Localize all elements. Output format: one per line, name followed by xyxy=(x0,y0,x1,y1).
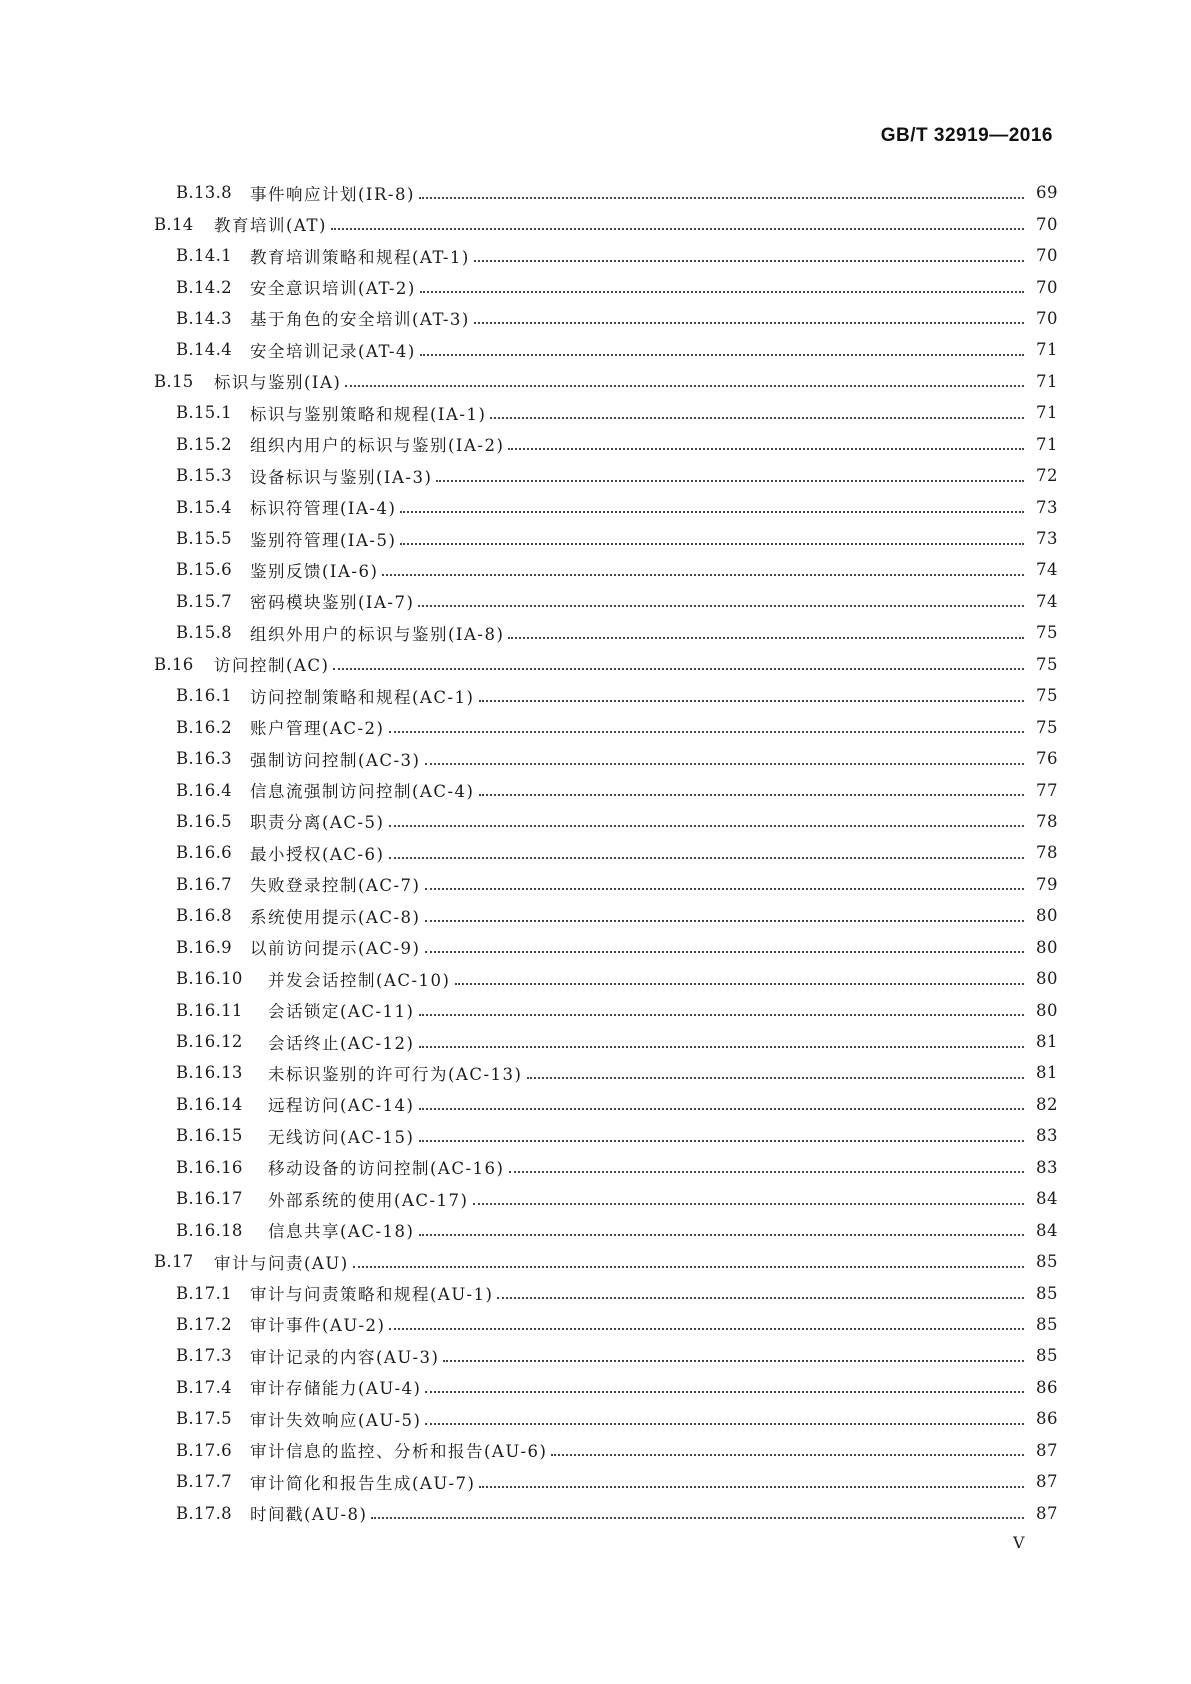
dot-leader xyxy=(420,291,1024,293)
toc-entry-number: B.15.5 xyxy=(176,529,232,549)
toc-entry-title: 会话锁定(AC-11) xyxy=(268,1002,415,1022)
toc-entry-number: B.16.15 xyxy=(176,1126,243,1146)
toc-entry-title: 审计记录的内容(AU-3) xyxy=(250,1347,440,1367)
toc-entry-page: 85 xyxy=(1036,1314,1058,1334)
toc-entry-number: B.16.17 xyxy=(176,1189,243,1209)
toc-entry-number: B.16.1 xyxy=(176,686,232,706)
dot-leader xyxy=(527,1077,1025,1079)
dot-leader xyxy=(508,448,1024,450)
toc-entry-page: 70 xyxy=(1036,246,1058,266)
toc-entry-page: 80 xyxy=(1036,1000,1058,1020)
dot-leader xyxy=(425,951,1025,953)
dot-leader xyxy=(331,228,1024,230)
toc-entry-page: 72 xyxy=(1036,466,1058,486)
dot-leader xyxy=(479,794,1025,796)
toc-entry-number: B.16.14 xyxy=(176,1094,243,1114)
toc-entry-number: B.16.12 xyxy=(176,1032,243,1052)
toc-entry-page: 80 xyxy=(1036,937,1058,957)
toc-entry[interactable] xyxy=(154,1466,1058,1497)
toc-entry-title: 密码模块鉴别(IA-7) xyxy=(250,593,415,613)
toc-entry-page: 78 xyxy=(1036,843,1058,863)
toc-entry-title: 最小授权(AC-6) xyxy=(250,844,385,864)
toc-entry-number: B.15.6 xyxy=(176,560,232,580)
dot-leader xyxy=(474,260,1024,262)
dot-leader xyxy=(425,763,1025,765)
toc-entry-page: 86 xyxy=(1036,1377,1058,1397)
toc-entry-title: 标识与鉴别(IA) xyxy=(214,373,342,393)
toc-entry[interactable] xyxy=(154,1340,1058,1371)
standard-code-header: GB/T 32919—2016 xyxy=(880,125,1053,146)
toc-entry-title: 安全培训记录(AT-4) xyxy=(250,341,416,361)
toc-entry-title: 组织内用户的标识与鉴别(IA-2) xyxy=(250,436,505,456)
toc-entry-page: 75 xyxy=(1036,717,1058,737)
toc-entry-page: 71 xyxy=(1036,340,1058,360)
dot-leader xyxy=(400,511,1024,513)
toc-entry-number: B.17.6 xyxy=(176,1440,232,1460)
dot-leader xyxy=(425,1423,1024,1425)
toc-entry-title: 远程访问(AC-14) xyxy=(268,1096,415,1116)
dot-leader xyxy=(497,1297,1024,1299)
toc-entry-page: 70 xyxy=(1036,214,1058,234)
toc-entry-number: B.14 xyxy=(154,214,194,234)
toc-entry-number: B.16.5 xyxy=(176,811,232,831)
dot-leader xyxy=(425,920,1025,922)
toc-entry[interactable] xyxy=(154,743,1058,774)
dot-leader xyxy=(425,1391,1024,1393)
toc-entry-title: 系统使用提示(AC-8) xyxy=(250,907,421,927)
dot-leader xyxy=(345,385,1024,387)
dot-leader xyxy=(389,825,1025,827)
toc-entry-title: 审计存储能力(AU-4) xyxy=(250,1379,422,1399)
toc-entry-page: 70 xyxy=(1036,277,1058,297)
toc-entry-title: 标识与鉴别策略和规程(IA-1) xyxy=(250,404,487,424)
toc-entry-title: 审计简化和报告生成(AU-7) xyxy=(250,1473,476,1493)
toc-entry-number: B.15.7 xyxy=(176,591,232,611)
toc-entry-title: 鉴别符管理(IA-5) xyxy=(250,530,397,550)
dot-leader xyxy=(419,1046,1025,1048)
toc-entry-title: 审计与问责策略和规程(AU-1) xyxy=(250,1285,494,1305)
toc-entry[interactable] xyxy=(154,366,1058,397)
dot-leader xyxy=(382,574,1024,576)
toc-entry-page: 80 xyxy=(1036,969,1058,989)
toc-entry-title: 信息共享(AC-18) xyxy=(268,1222,415,1242)
dot-leader xyxy=(418,605,1024,607)
toc-entry-number: B.15.3 xyxy=(176,466,232,486)
toc-entry-title: 教育培训(AT) xyxy=(214,216,327,236)
toc-entry-page: 76 xyxy=(1036,749,1058,769)
toc-entry[interactable] xyxy=(154,711,1058,742)
toc-entry-page: 79 xyxy=(1036,874,1058,894)
page-folio: V xyxy=(1013,1533,1025,1552)
dot-leader xyxy=(419,1234,1025,1236)
toc-entry-title: 会话终止(AC-12) xyxy=(268,1033,415,1053)
toc-entry-title: 鉴别反馈(IA-6) xyxy=(250,561,379,581)
toc-entry[interactable] xyxy=(154,1152,1058,1183)
toc-entry-number: B.17.7 xyxy=(176,1472,232,1492)
toc-entry-page: 71 xyxy=(1036,371,1058,391)
toc-entry-number: B.15.2 xyxy=(176,434,232,454)
toc-entry-page: 86 xyxy=(1036,1409,1058,1429)
toc-entry[interactable] xyxy=(154,1497,1058,1528)
toc-entry-title: 事件响应计划(IR-8) xyxy=(250,184,415,204)
toc-entry-number: B.15.4 xyxy=(176,497,232,517)
toc-entry[interactable] xyxy=(154,837,1058,868)
toc-entry-number: B.14.3 xyxy=(176,308,232,328)
toc-entry[interactable] xyxy=(154,1435,1058,1466)
toc-entry[interactable] xyxy=(154,554,1058,585)
toc-entry-number: B.15 xyxy=(154,371,194,391)
toc-entry-title: 外部系统的使用(AC-17) xyxy=(268,1190,469,1210)
toc-entry-title: 审计事件(AU-2) xyxy=(250,1316,386,1336)
toc-entry-title: 访问控制策略和规程(AC-1) xyxy=(250,687,475,707)
toc-entry-page: 73 xyxy=(1036,529,1058,549)
toc-entry-page: 77 xyxy=(1036,780,1058,800)
toc-entry-page: 83 xyxy=(1036,1126,1058,1146)
toc-entry-title: 未标识鉴别的许可行为(AC-13) xyxy=(268,1064,523,1084)
toc-entry[interactable] xyxy=(154,1309,1058,1340)
toc-entry[interactable] xyxy=(154,1120,1058,1151)
toc-entry-number: B.17.4 xyxy=(176,1377,232,1397)
toc-entry-number: B.16.2 xyxy=(176,717,232,737)
dot-leader xyxy=(443,1360,1024,1362)
toc-entry-number: B.16.8 xyxy=(176,906,232,926)
toc-entry-number: B.16 xyxy=(154,654,194,674)
dot-leader xyxy=(474,322,1024,324)
toc-entry[interactable] xyxy=(154,1372,1058,1403)
toc-entry-title: 设备标识与鉴别(IA-3) xyxy=(250,467,433,487)
dot-leader xyxy=(551,1454,1024,1456)
dot-leader xyxy=(419,197,1024,199)
toc-entry-number: B.16.7 xyxy=(176,874,232,894)
toc-entry-page: 75 xyxy=(1036,686,1058,706)
toc-entry-page: 85 xyxy=(1036,1283,1058,1303)
toc-entry-number: B.17.5 xyxy=(176,1409,232,1429)
toc-entry-title: 标识符管理(IA-4) xyxy=(250,499,397,519)
toc-entry-title: 强制访问控制(AC-3) xyxy=(250,750,421,770)
toc-entry-number: B.17.8 xyxy=(176,1503,232,1523)
dot-leader xyxy=(419,1014,1025,1016)
toc-entry[interactable] xyxy=(154,271,1058,302)
toc-entry-title: 账户管理(AC-2) xyxy=(250,719,385,739)
toc-entry-number: B.16.16 xyxy=(176,1157,243,1177)
toc-entry-page: 69 xyxy=(1036,183,1058,203)
toc-entry[interactable] xyxy=(154,208,1058,239)
toc-entry-number: B.16.13 xyxy=(176,1063,243,1083)
toc-entry[interactable] xyxy=(154,491,1058,522)
toc-entry-page: 75 xyxy=(1036,654,1058,674)
toc-entry-number: B.14.4 xyxy=(176,340,232,360)
toc-entry-title: 教育培训策略和规程(AT-1) xyxy=(250,247,470,267)
toc-entry-number: B.14.1 xyxy=(176,246,232,266)
toc-entry[interactable] xyxy=(154,1057,1058,1088)
dot-leader xyxy=(389,1328,1024,1330)
toc-entry[interactable] xyxy=(154,1026,1058,1057)
toc-entry-page: 78 xyxy=(1036,811,1058,831)
toc-entry-title: 移动设备的访问控制(AC-16) xyxy=(268,1159,505,1179)
toc-entry-page: 74 xyxy=(1036,560,1058,580)
dot-leader xyxy=(420,354,1024,356)
toc-entry[interactable] xyxy=(154,1403,1058,1434)
toc-entry-number: B.17.1 xyxy=(176,1283,232,1303)
dot-leader xyxy=(400,543,1024,545)
toc-entry-number: B.17 xyxy=(154,1252,194,1272)
dot-leader xyxy=(333,668,1024,670)
toc-entry-title: 时间戳(AU-8) xyxy=(250,1505,368,1525)
dot-leader xyxy=(389,731,1025,733)
toc-entry[interactable] xyxy=(154,869,1058,900)
toc-entry-number: B.16.9 xyxy=(176,937,232,957)
toc-entry-number: B.15.8 xyxy=(176,623,232,643)
toc-entry-number: B.16.18 xyxy=(176,1220,243,1240)
dot-leader xyxy=(425,888,1025,890)
dot-leader xyxy=(509,1171,1025,1173)
toc-entry-page: 83 xyxy=(1036,1157,1058,1177)
toc-entry-number: B.13.8 xyxy=(176,183,232,203)
toc-entry-page: 71 xyxy=(1036,434,1058,454)
toc-entry-page: 80 xyxy=(1036,906,1058,926)
toc-entry-number: B.16.6 xyxy=(176,843,232,863)
toc-entry-title: 并发会话控制(AC-10) xyxy=(268,970,451,990)
toc-entry-title: 职责分离(AC-5) xyxy=(250,813,385,833)
toc-entry-title: 审计信息的监控、分析和报告(AU-6) xyxy=(250,1442,548,1462)
dot-leader xyxy=(419,1108,1025,1110)
toc-entry[interactable] xyxy=(154,617,1058,648)
toc-entry[interactable] xyxy=(154,900,1058,931)
toc-entry-title: 组织外用户的标识与鉴别(IA-8) xyxy=(250,624,505,644)
toc-entry-number: B.16.3 xyxy=(176,749,232,769)
toc-entry[interactable] xyxy=(154,334,1058,365)
toc-entry-page: 74 xyxy=(1036,591,1058,611)
toc-entry-page: 87 xyxy=(1036,1440,1058,1460)
toc-entry-page: 84 xyxy=(1036,1220,1058,1240)
toc-entry-page: 70 xyxy=(1036,308,1058,328)
dot-leader xyxy=(389,857,1025,859)
toc-entry-page: 85 xyxy=(1036,1252,1058,1272)
toc-entry-number: B.16.10 xyxy=(176,969,243,989)
toc-entry[interactable] xyxy=(154,523,1058,554)
dot-leader xyxy=(490,417,1024,419)
toc-entry[interactable] xyxy=(154,460,1058,491)
dot-leader xyxy=(419,1140,1025,1142)
toc-entry-title: 安全意识培训(AT-2) xyxy=(250,279,416,299)
toc-entry[interactable] xyxy=(154,806,1058,837)
toc-entry-number: B.16.4 xyxy=(176,780,232,800)
toc-entry-title: 以前访问提示(AC-9) xyxy=(250,939,421,959)
toc-entry[interactable] xyxy=(154,303,1058,334)
toc-entry[interactable] xyxy=(154,1089,1058,1120)
toc-entry-page: 81 xyxy=(1036,1032,1058,1052)
toc-entry[interactable] xyxy=(154,774,1058,805)
toc-entry[interactable] xyxy=(154,1277,1058,1308)
toc-entry-number: B.17.2 xyxy=(176,1314,232,1334)
dot-leader xyxy=(371,1517,1024,1519)
toc-entry-page: 81 xyxy=(1036,1063,1058,1083)
toc-entry-page: 85 xyxy=(1036,1346,1058,1366)
toc-entry-page: 87 xyxy=(1036,1472,1058,1492)
dot-leader xyxy=(436,480,1024,482)
toc-entry-page: 82 xyxy=(1036,1094,1058,1114)
toc-entry-title: 无线访问(AC-15) xyxy=(268,1127,415,1147)
toc-entry[interactable] xyxy=(154,586,1058,617)
toc-entry-number: B.17.3 xyxy=(176,1346,232,1366)
toc-entry-title: 基于角色的安全培训(AT-3) xyxy=(250,310,470,330)
dot-leader xyxy=(353,1266,1024,1268)
dot-leader xyxy=(473,1203,1025,1205)
toc-entry-title: 访问控制(AC) xyxy=(214,656,330,676)
dot-leader xyxy=(508,637,1024,639)
toc-entry-title: 失败登录控制(AC-7) xyxy=(250,876,421,896)
toc-entry-title: 审计与问责(AU) xyxy=(214,1253,349,1273)
toc-entry[interactable] xyxy=(154,397,1058,428)
toc-entry[interactable] xyxy=(154,963,1058,994)
toc-entry[interactable] xyxy=(154,932,1058,963)
toc-entry[interactable] xyxy=(154,429,1058,460)
table-of-contents xyxy=(154,177,1058,1529)
toc-entry-number: B.16.11 xyxy=(176,1000,243,1020)
toc-entry[interactable] xyxy=(154,649,1058,680)
toc-entry-number: B.14.2 xyxy=(176,277,232,297)
dot-leader xyxy=(479,700,1025,702)
toc-entry[interactable] xyxy=(154,1214,1058,1245)
toc-entry[interactable] xyxy=(154,240,1058,271)
dot-leader xyxy=(455,983,1025,985)
toc-entry-number: B.15.1 xyxy=(176,403,232,423)
toc-entry[interactable] xyxy=(154,994,1058,1025)
toc-entry-title: 信息流强制访问控制(AC-4) xyxy=(250,782,475,802)
toc-entry[interactable] xyxy=(154,1246,1058,1277)
toc-entry[interactable] xyxy=(154,177,1058,208)
toc-entry-page: 84 xyxy=(1036,1189,1058,1209)
dot-leader xyxy=(479,1486,1024,1488)
toc-entry-title: 审计失效响应(AU-5) xyxy=(250,1410,422,1430)
toc-entry[interactable] xyxy=(154,1183,1058,1214)
toc-entry-page: 75 xyxy=(1036,623,1058,643)
toc-entry-page: 73 xyxy=(1036,497,1058,517)
toc-entry-page: 87 xyxy=(1036,1503,1058,1523)
toc-entry[interactable] xyxy=(154,680,1058,711)
toc-entry-page: 71 xyxy=(1036,403,1058,423)
